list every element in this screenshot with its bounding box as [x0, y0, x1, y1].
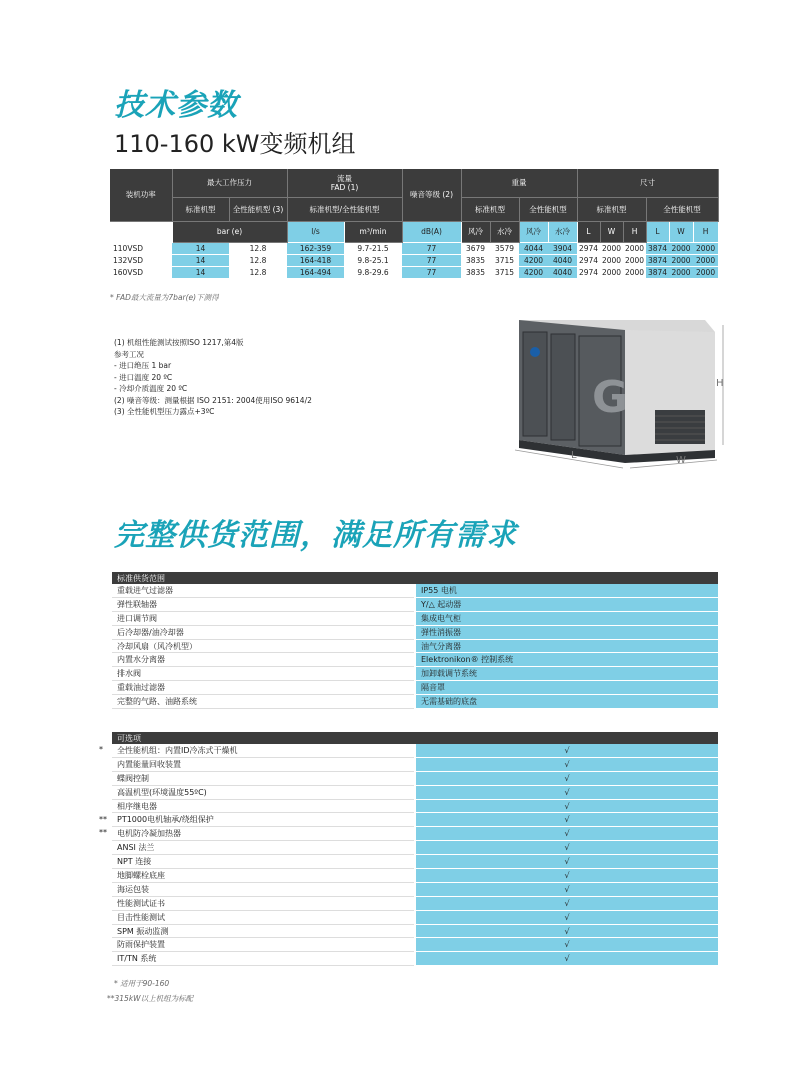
spec-cell-ls: 164-418 [287, 254, 344, 266]
spec-cell-df_l: 3874 [647, 243, 668, 253]
option-check: √ [415, 827, 718, 841]
spec-cell-df_h: 2000 [693, 254, 718, 266]
option-row [112, 757, 718, 771]
scope-item-left: 冷却风扇（风冷机型） [112, 639, 415, 653]
dim-label-h: H [716, 378, 724, 389]
option-row [112, 744, 718, 757]
sub-pressure-full: 全性能机型 (3) [229, 197, 287, 221]
standard-scope-table [112, 572, 718, 709]
header-noise: 噪音等级 (2) [402, 169, 461, 221]
spec-cell-model: 110VSD [110, 242, 172, 254]
spec-cell-wf_w: 3904 [548, 242, 577, 254]
option-label: 内置能量回收装置 [112, 757, 415, 771]
option-label: 海运包装 [112, 882, 415, 896]
option-row [112, 896, 718, 910]
option-check: √ [415, 910, 718, 924]
spec-cell-w_a: 3835 [461, 266, 490, 278]
spec-cell-w_a: 3835 [461, 254, 490, 266]
option-check: √ [415, 855, 718, 869]
header-power: 装机功率 [110, 169, 172, 221]
spec-cell-p_full: 12.8 [229, 254, 287, 266]
scope-item-right: IP55 电机 [415, 584, 718, 597]
spec-cell-df_w: 2000 [669, 242, 693, 254]
scope-row [112, 584, 718, 597]
g-logo-icon: G [592, 372, 629, 423]
scope-header: 标准供货范围 [112, 572, 415, 584]
spec-cell-df_h: 2000 [693, 242, 718, 254]
spec-cell-d_h: 2000 [624, 267, 645, 277]
option-check: √ [415, 744, 718, 757]
scope-item-left: 排水阀 [112, 667, 415, 681]
spec-cell-w_w: 3579 [490, 242, 519, 254]
spec-cell-p_std: 14 [172, 266, 229, 278]
option-check: √ [415, 799, 718, 813]
scope-row [112, 625, 718, 639]
option-check: √ [415, 924, 718, 938]
scope-item-right: 隔音罩 [415, 681, 718, 695]
bottom-note: * 适用于90-160 [114, 979, 170, 988]
spec-cell-d_w: 2000 [601, 243, 622, 253]
scope-item-left: 弹性联轴器 [112, 597, 415, 611]
scope-row [112, 681, 718, 695]
fad-note: * FAD最大流量为7bar(e)下测得 [110, 293, 219, 302]
header-weight: 重量 [461, 169, 577, 197]
unit-water: 水冷 [490, 221, 519, 242]
scope-item-right: 油气分离器 [415, 639, 718, 653]
spec-cell-db: 77 [402, 266, 461, 278]
option-check: √ [415, 869, 718, 883]
option-check: √ [415, 896, 718, 910]
compressor-image [505, 300, 735, 470]
option-label: 性能测试证书 [112, 896, 415, 910]
spec-cell-df_l: 3874 [647, 255, 668, 265]
unit-l: L [577, 221, 600, 242]
header-flow: 流量 FAD (1) [287, 169, 402, 197]
dim-label-l: L [571, 450, 577, 461]
option-check: √ [415, 757, 718, 771]
spec-cell-df_l: 3874 [647, 267, 668, 277]
scope-item-right: Elektronikon® 控制系统 [415, 653, 718, 667]
option-label: PT1000电机轴承/绕组保护 [112, 813, 415, 827]
sub-dim-std: 标准机型 [577, 197, 646, 221]
scope-item-left: 重载油过滤器 [112, 681, 415, 695]
options-header: 可选项 [112, 732, 415, 744]
scope-item-left: 重载进气过滤器 [112, 584, 415, 597]
option-check: √ [415, 771, 718, 785]
option-star-marker: ** [99, 814, 107, 824]
option-check: √ [415, 882, 718, 896]
spec-cell-df_h: 2000 [693, 266, 718, 278]
spec-cell-d_l: 2974 [578, 255, 599, 265]
option-row [112, 952, 718, 966]
option-star-marker: * [99, 745, 103, 754]
option-row [112, 869, 718, 883]
unit-air-full: 风冷 [519, 221, 548, 242]
scope-item-right: Y/△ 起动器 [415, 597, 718, 611]
scope-item-right: 无需基础的底盘 [415, 695, 718, 709]
option-label: 相序继电器 [112, 799, 415, 813]
unit-ls: l/s [287, 221, 344, 242]
option-label: 目击性能测试 [112, 910, 415, 924]
unit-l-full: L [646, 221, 669, 242]
footnote-line: - 进口温度 20 ºC [114, 372, 173, 382]
spec-cell-wf_w: 4040 [548, 266, 577, 278]
unit-w-full: W [669, 221, 693, 242]
spec-cell-d_h: 2000 [624, 255, 645, 265]
spec-cell-d_l: 2974 [578, 267, 599, 277]
scope-item-left: 后冷却器/油冷却器 [112, 625, 415, 639]
spec-cell-df_w: 2000 [669, 266, 693, 278]
option-row [112, 799, 718, 813]
scope-row [112, 653, 718, 667]
spec-cell-ls: 162-359 [287, 242, 344, 254]
spec-cell-p_std: 14 [172, 254, 229, 266]
spec-cell-w_w: 3715 [490, 266, 519, 278]
option-label: NPT 连接 [112, 855, 415, 869]
scope-row [112, 639, 718, 653]
option-row [112, 813, 718, 827]
option-label: ANSI 法兰 [112, 841, 415, 855]
option-label: SPM 振动监测 [112, 924, 415, 938]
page-title: 技术参数 [114, 88, 238, 123]
page-subtitle: 110-160 kW变频机组 [114, 130, 356, 158]
unit-w: W [600, 221, 623, 242]
spec-cell-m3: 9.8-25.1 [344, 254, 402, 266]
option-row [112, 827, 718, 841]
scope-header-right [415, 572, 718, 584]
spec-row [110, 242, 718, 254]
spec-cell-model: 160VSD [110, 266, 172, 278]
option-label: IT/TN 系统 [112, 952, 415, 966]
option-check: √ [415, 938, 718, 952]
option-star-marker: ** [99, 828, 107, 838]
scope-item-right: 集成电气柜 [415, 611, 718, 625]
option-check: √ [415, 841, 718, 855]
option-check: √ [415, 785, 718, 799]
option-label: 高温机型(环境温度55ºC) [112, 785, 415, 799]
header-pressure: 最大工作压力 [172, 169, 287, 197]
brand-logo-icon [530, 347, 540, 357]
spec-cell-w_w: 3715 [490, 254, 519, 266]
spec-cell-df_w: 2000 [669, 254, 693, 266]
spec-cell-d_l: 2974 [578, 243, 599, 253]
header-dimensions: 尺寸 [577, 169, 718, 197]
sub-pressure-std: 标准机型 [172, 197, 229, 221]
spec-cell-p_std: 14 [172, 242, 229, 254]
spec-cell-db: 77 [402, 254, 461, 266]
unit-water-full: 水冷 [548, 221, 577, 242]
scope-item-right: 加卸载调节系统 [415, 667, 718, 681]
option-row [112, 910, 718, 924]
option-check: √ [415, 952, 718, 966]
option-label: 全性能机组：内置ID冷冻式干燥机 [112, 744, 415, 757]
spec-row [110, 266, 718, 278]
spec-cell-m3: 9.7-21.5 [344, 242, 402, 254]
unit-bar: bar (e) [172, 221, 287, 242]
spec-cell-db: 77 [402, 242, 461, 254]
unit-db: dB(A) [402, 221, 461, 242]
spec-cell-wf_a: 4200 [519, 266, 548, 278]
spec-cell-wf_a: 4200 [519, 254, 548, 266]
spec-table [110, 169, 719, 279]
options-table [112, 732, 718, 966]
scope-row [112, 695, 718, 709]
option-label: 地脚螺栓底座 [112, 869, 415, 883]
unit-h: H [623, 221, 646, 242]
scope-row [112, 667, 718, 681]
unit-m3: m³/min [344, 221, 402, 242]
option-row [112, 924, 718, 938]
sub-weight-std: 标准机型 [461, 197, 519, 221]
sub-flow: 标准机型/全性能机型 [287, 197, 402, 221]
option-label: 防雨保护装置 [112, 938, 415, 952]
footnotes [114, 337, 312, 418]
spec-cell-w_a: 3679 [461, 242, 490, 254]
footnote-line: - 进口绝压 1 bar [114, 361, 172, 370]
scope-item-left: 内置水分离器 [112, 653, 415, 667]
scope-item-left: 进口调节阀 [112, 611, 415, 625]
spec-cell-model: 132VSD [110, 254, 172, 266]
footnote-line: (3) 全性能机型压力露点+3ºC [114, 407, 215, 416]
spec-cell-p_full: 12.8 [229, 266, 287, 278]
option-label: 蝶阀控制 [112, 771, 415, 785]
scope-item-right: 弹性消振器 [415, 625, 718, 639]
unit-air: 风冷 [461, 221, 490, 242]
scope-row [112, 597, 718, 611]
spec-cell-wf_w: 4040 [548, 254, 577, 266]
option-row [112, 785, 718, 799]
option-label: 电机防冷凝加热器 [112, 827, 415, 841]
footnote-line: - 冷却介质温度 20 ºC [114, 384, 188, 393]
option-row [112, 938, 718, 952]
options-header-right [415, 732, 718, 744]
spec-cell-d_w: 2000 [601, 267, 622, 277]
spec-cell-d_w: 2000 [601, 255, 622, 265]
footnote-line: (2) 噪音等级：测量根据 ISO 2151: 2004使用ISO 9614/2 [114, 395, 312, 405]
spec-cell-ls: 164-494 [287, 266, 344, 278]
dim-label-w: W [676, 455, 686, 466]
unit-h-full: H [693, 221, 718, 242]
option-row [112, 882, 718, 896]
footnote-line: 参考工况 [114, 349, 144, 359]
sub-weight-full: 全性能机型 [519, 197, 577, 221]
sub-dim-full: 全性能机型 [646, 197, 718, 221]
bottom-note: **315kW以上机组为标配 [107, 994, 194, 1003]
option-row [112, 855, 718, 869]
spec-cell-p_full: 12.8 [229, 242, 287, 254]
footnote-line: (1) 机组性能测试按照ISO 1217,第4版 [114, 338, 244, 347]
option-check: √ [415, 813, 718, 827]
spec-cell-wf_a: 4044 [519, 242, 548, 254]
scope-row [112, 611, 718, 625]
spec-cell-d_h: 2000 [624, 243, 645, 253]
section-title: 完整供货范围，满足所有需求 [114, 518, 517, 553]
option-row [112, 771, 718, 785]
spec-row [110, 254, 718, 266]
scope-item-left: 完整的气路、油路系统 [112, 695, 415, 709]
spec-cell-m3: 9.8-29.6 [344, 266, 402, 278]
option-row [112, 841, 718, 855]
